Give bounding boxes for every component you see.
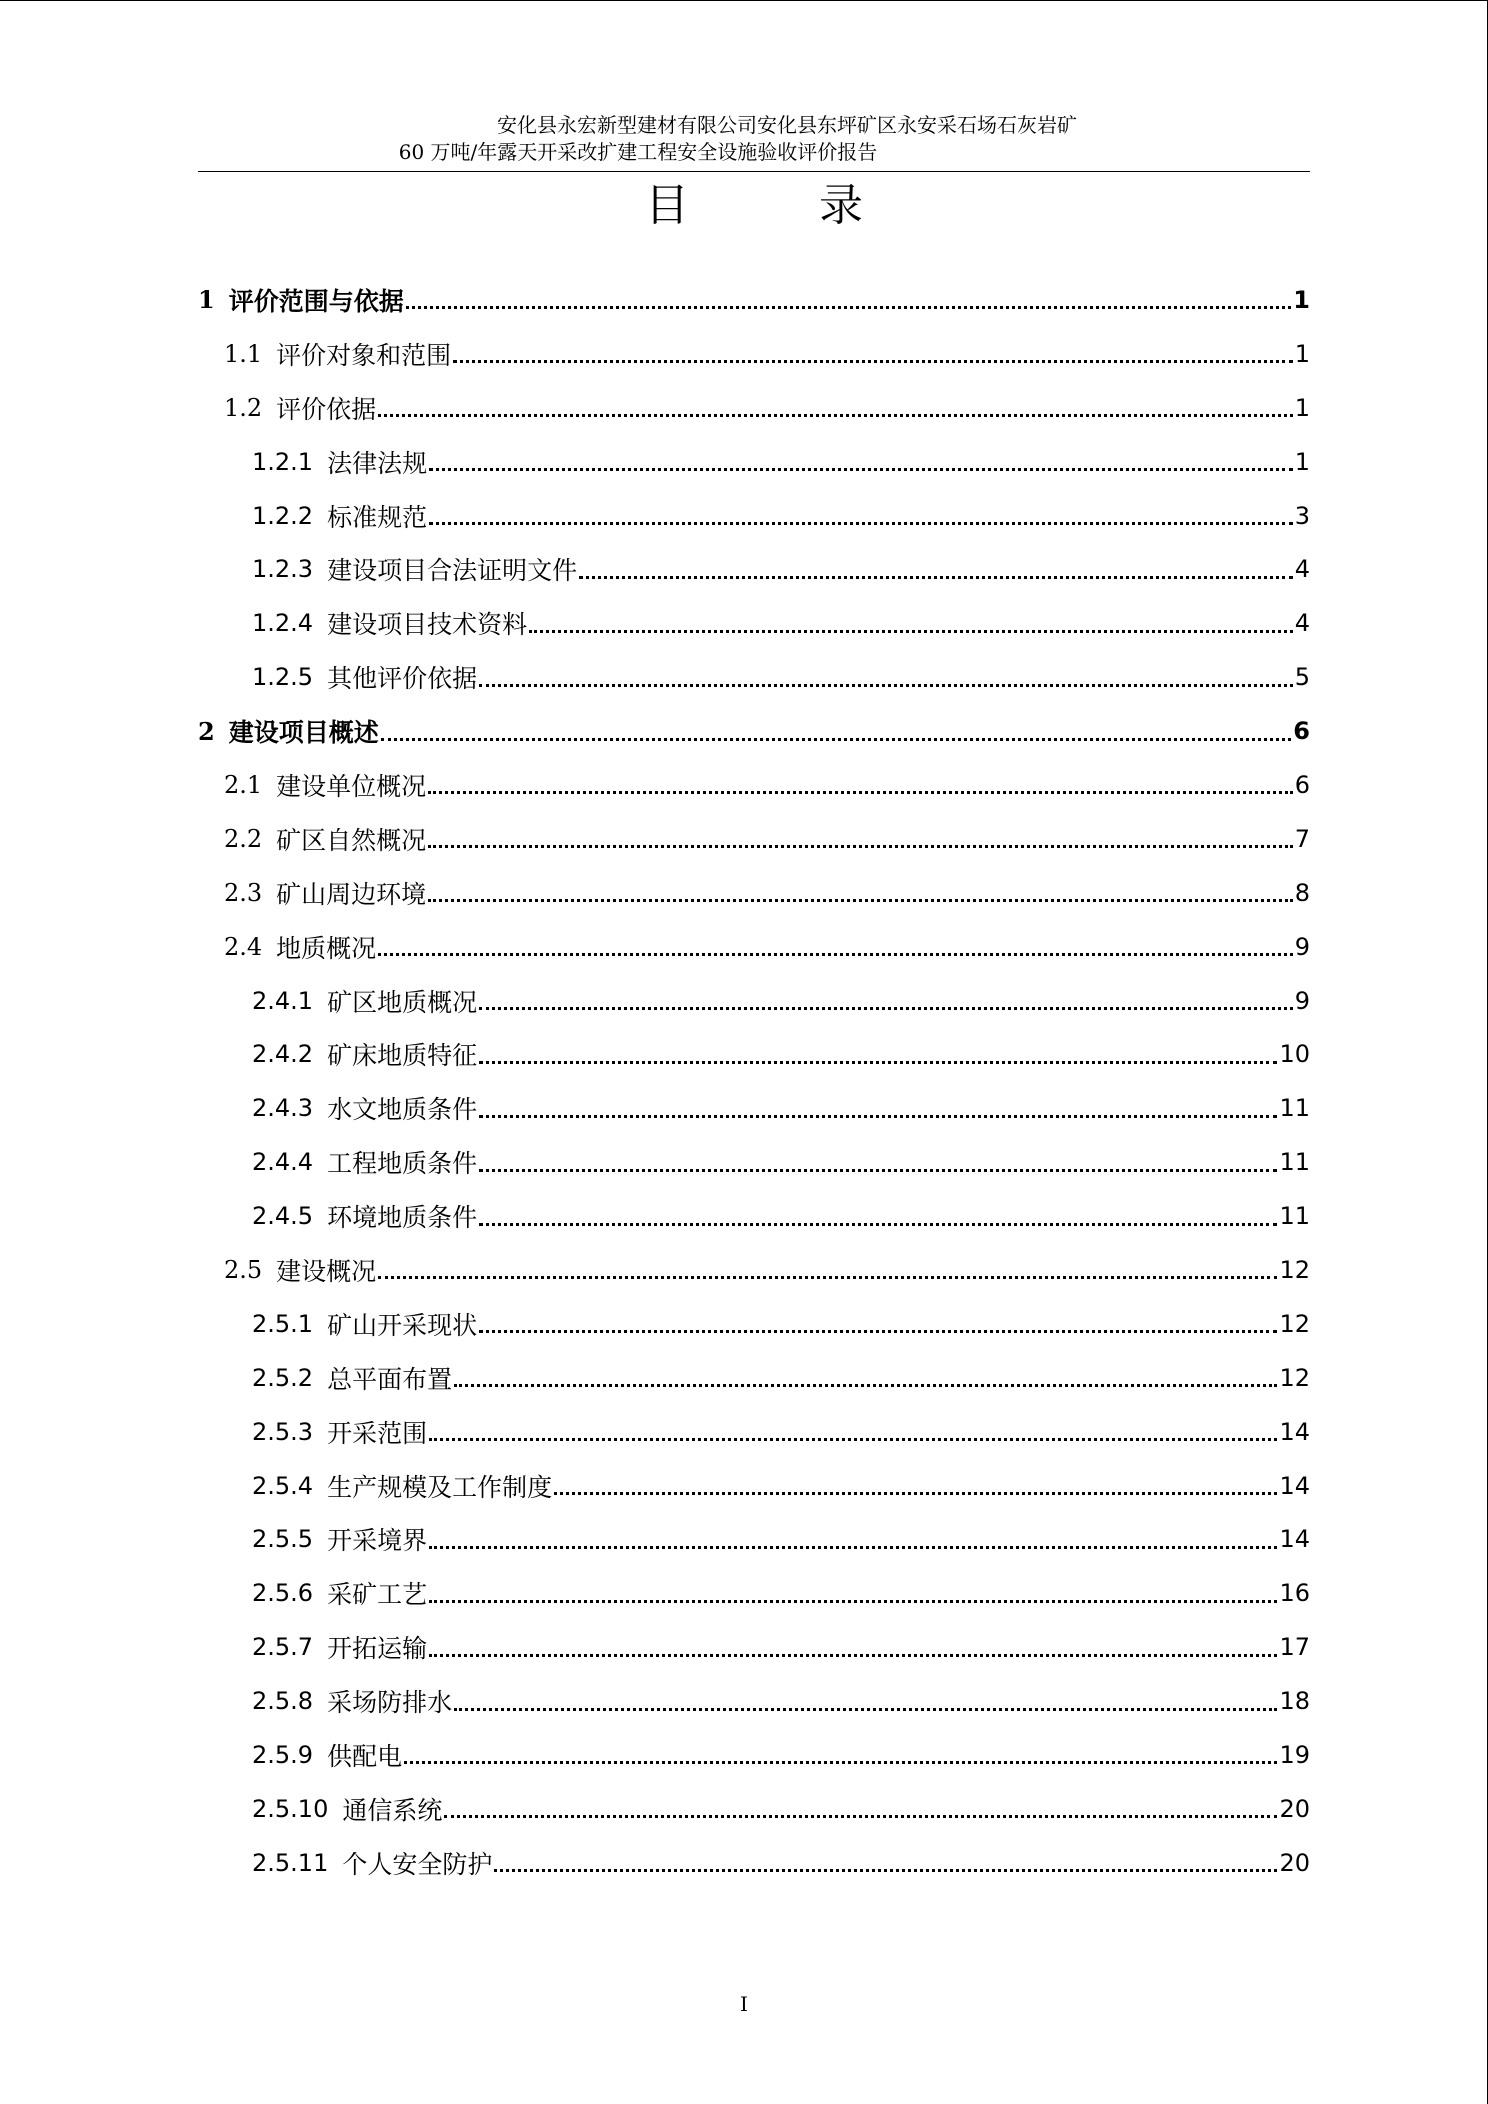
toc-entry-number: 1.2.3 — [252, 555, 314, 584]
toc-entry-page: 12 — [1279, 1363, 1310, 1392]
toc-entry-page: 10 — [1279, 1040, 1310, 1069]
toc-entry-title: 建设项目技术资料 — [327, 610, 528, 640]
toc-entry-page: 14 — [1279, 1417, 1310, 1446]
toc-entry-number: 2.3 — [224, 878, 263, 907]
toc-entry-number: 2.4.2 — [252, 1040, 314, 1069]
toc-entry-number: 1.2.2 — [252, 501, 314, 530]
toc-entry-title: 建设单位概况 — [276, 771, 427, 801]
toc-entry-title: 矿区地质概况 — [327, 987, 478, 1017]
toc-entry-title: 标准规范 — [327, 502, 428, 532]
toc-entry-title: 评价范围与依据 — [228, 286, 404, 316]
toc-dot-leader — [428, 899, 1293, 902]
toc-dot-leader — [429, 522, 1293, 525]
toc-dot-leader — [479, 1223, 1277, 1226]
toc-entry[interactable] — [198, 489, 1310, 543]
toc-entry[interactable] — [198, 435, 1310, 489]
toc-entry-page: 11 — [1279, 1094, 1310, 1123]
toc-dot-leader — [454, 1708, 1277, 1711]
toc-entry-title: 评价对象和范围 — [276, 340, 452, 370]
toc-entry-number: 2.5.7 — [252, 1633, 314, 1662]
toc-entry-page: 19 — [1279, 1740, 1310, 1769]
toc-entry-title: 建设项目合法证明文件 — [327, 556, 578, 586]
table-of-contents — [198, 273, 1310, 1890]
toc-entry-page: 20 — [1279, 1794, 1310, 1823]
toc-dot-leader — [428, 845, 1293, 848]
toc-entry-page: 12 — [1279, 1255, 1310, 1284]
header-rule — [198, 171, 1310, 172]
toc-entry-number: 2.2 — [224, 824, 263, 853]
toc-entry-page: 1 — [1294, 393, 1310, 422]
toc-dot-leader — [479, 1115, 1277, 1118]
toc-entry-title: 供配电 — [327, 1741, 403, 1771]
running-header — [198, 112, 1310, 166]
toc-entry-title: 采矿工艺 — [327, 1580, 428, 1610]
toc-entry-page: 8 — [1294, 878, 1310, 907]
toc-entry[interactable] — [198, 1243, 1310, 1297]
toc-entry[interactable] — [198, 1135, 1310, 1189]
toc-entry-title: 工程地质条件 — [327, 1149, 478, 1179]
toc-dot-leader — [429, 1600, 1277, 1603]
toc-entry-page: 12 — [1279, 1309, 1310, 1338]
toc-dot-leader — [453, 360, 1293, 363]
toc-entry-page: 7 — [1294, 824, 1310, 853]
page-top-border — [0, 0, 1488, 1]
toc-entry-page: 3 — [1294, 501, 1310, 530]
toc-entry-page: 6 — [1294, 770, 1310, 799]
toc-entry[interactable] — [198, 812, 1310, 866]
toc-dot-leader — [479, 1061, 1277, 1064]
toc-entry-number: 2.4 — [224, 932, 263, 961]
toc-entry-number: 1.1 — [224, 339, 263, 368]
toc-entry-page: 6 — [1293, 717, 1310, 746]
toc-entry-title: 总平面布置 — [327, 1364, 453, 1394]
toc-entry[interactable] — [198, 1620, 1310, 1674]
toc-entry-page: 1 — [1294, 447, 1310, 476]
toc-entry-title: 环境地质条件 — [327, 1203, 478, 1233]
toc-entry-number: 1 — [198, 285, 215, 315]
toc-entry-title: 水文地质条件 — [327, 1095, 478, 1125]
toc-entry[interactable] — [198, 1297, 1310, 1351]
toc-dot-leader — [378, 953, 1293, 956]
toc-entry-title: 矿山周边环境 — [276, 879, 427, 909]
toc-entry-title: 建设项目概述 — [228, 718, 379, 748]
toc-entry-page: 9 — [1294, 932, 1310, 961]
toc-title: 目 录 — [645, 180, 921, 231]
toc-entry-title: 建设概况 — [276, 1256, 377, 1286]
toc-entry-title: 开拓运输 — [327, 1634, 428, 1664]
toc-entry[interactable] — [198, 920, 1310, 974]
toc-entry[interactable] — [198, 381, 1310, 435]
toc-entry-number: 2.4.1 — [252, 986, 314, 1015]
toc-entry-number: 1.2.1 — [252, 447, 314, 476]
toc-entry-number: 1.2.5 — [252, 663, 314, 692]
toc-entry-page: 11 — [1279, 1202, 1310, 1231]
toc-entry[interactable] — [198, 1836, 1310, 1890]
toc-entry-number: 2.5 — [224, 1255, 263, 1284]
toc-entry-title: 通信系统 — [342, 1795, 443, 1825]
toc-entry-page: 17 — [1279, 1633, 1310, 1662]
toc-entry[interactable] — [198, 1405, 1310, 1459]
toc-entry[interactable] — [198, 273, 1310, 327]
toc-entry[interactable] — [198, 1081, 1310, 1135]
toc-entry-number: 2.4.5 — [252, 1202, 314, 1231]
toc-entry[interactable] — [198, 1512, 1310, 1566]
toc-entry-title: 个人安全防护 — [342, 1849, 493, 1879]
toc-dot-leader — [404, 1761, 1277, 1764]
toc-dot-leader — [406, 306, 1292, 309]
toc-dot-leader — [444, 1815, 1277, 1818]
toc-entry-title: 生产规模及工作制度 — [327, 1472, 553, 1502]
toc-entry-page: 1 — [1294, 339, 1310, 368]
toc-entry-number: 2.5.8 — [252, 1687, 314, 1716]
toc-entry-page: 5 — [1294, 663, 1310, 692]
toc-entry[interactable] — [198, 327, 1310, 381]
toc-entry-page: 11 — [1279, 1148, 1310, 1177]
toc-dot-leader — [381, 738, 1292, 741]
toc-entry-title: 地质概况 — [276, 933, 377, 963]
toc-entry-number: 2.5.4 — [252, 1471, 314, 1500]
toc-entry-number: 2.4.4 — [252, 1148, 314, 1177]
toc-entry-page: 9 — [1294, 986, 1310, 1015]
toc-entry[interactable] — [198, 1566, 1310, 1620]
toc-entry[interactable] — [198, 596, 1310, 650]
toc-entry-title: 矿床地质特征 — [327, 1041, 478, 1071]
toc-dot-leader — [378, 1276, 1277, 1279]
toc-entry[interactable] — [198, 542, 1310, 596]
toc-entry-number: 2.5.1 — [252, 1309, 314, 1338]
toc-entry[interactable] — [198, 1459, 1310, 1513]
toc-entry-number: 2.5.9 — [252, 1740, 314, 1769]
toc-entry[interactable] — [198, 650, 1310, 704]
toc-dot-leader — [494, 1869, 1277, 1872]
toc-entry[interactable] — [198, 1782, 1310, 1836]
header-line-2: 60 万吨/年露天开采改扩建工程安全设施验收评价报告 — [398, 140, 878, 164]
toc-entry-page: 18 — [1279, 1687, 1310, 1716]
toc-entry-title: 采场防排水 — [327, 1688, 453, 1718]
toc-dot-leader — [429, 468, 1293, 471]
toc-entry-number: 2.5.11 — [252, 1848, 329, 1877]
toc-entry-page: 14 — [1279, 1525, 1310, 1554]
toc-entry[interactable] — [198, 1027, 1310, 1081]
toc-entry[interactable] — [198, 1674, 1310, 1728]
toc-dot-leader — [479, 1007, 1293, 1010]
toc-dot-leader — [479, 1169, 1277, 1172]
toc-entry-number: 2.4.3 — [252, 1094, 314, 1123]
toc-entry-page: 1 — [1293, 285, 1310, 314]
toc-dot-leader — [529, 630, 1293, 633]
toc-entry-page: 14 — [1279, 1471, 1310, 1500]
toc-entry-title: 矿区自然概况 — [276, 825, 427, 855]
toc-entry[interactable] — [198, 1351, 1310, 1405]
toc-dot-leader — [378, 414, 1293, 417]
toc-entry-title: 矿山开采现状 — [327, 1310, 478, 1340]
toc-entry-page: 16 — [1279, 1579, 1310, 1608]
header-line-1: 安化县永宏新型建材有限公司安化县东坪矿区永安采石场石灰岩矿 — [497, 113, 1077, 137]
toc-entry[interactable] — [198, 704, 1310, 758]
toc-entry-title: 其他评价依据 — [327, 664, 478, 694]
toc-dot-leader — [429, 1546, 1277, 1549]
toc-dot-leader — [479, 684, 1293, 687]
toc-entry-number: 2.5.2 — [252, 1363, 314, 1392]
toc-entry[interactable] — [198, 866, 1310, 920]
toc-entry-number: 2.5.5 — [252, 1525, 314, 1554]
toc-dot-leader — [479, 1330, 1277, 1333]
toc-entry-title: 开采范围 — [327, 1418, 428, 1448]
toc-entry[interactable] — [198, 974, 1310, 1028]
toc-entry-number: 2 — [198, 716, 215, 746]
toc-entry[interactable] — [198, 1189, 1310, 1243]
toc-entry-page: 4 — [1294, 609, 1310, 638]
toc-dot-leader — [429, 1654, 1277, 1657]
toc-entry-number: 2.5.3 — [252, 1417, 314, 1446]
toc-entry[interactable] — [198, 1728, 1310, 1782]
toc-dot-leader — [428, 791, 1293, 794]
toc-entry-number: 2.5.6 — [252, 1579, 314, 1608]
page-number: I — [740, 1992, 748, 2016]
toc-entry-title: 法律法规 — [327, 448, 428, 478]
toc-entry-page: 20 — [1279, 1848, 1310, 1877]
toc-entry-title: 开采境界 — [327, 1526, 428, 1556]
toc-dot-leader — [579, 576, 1293, 579]
toc-entry-number: 1.2.4 — [252, 609, 314, 638]
toc-dot-leader — [429, 1438, 1277, 1441]
toc-entry-number: 2.1 — [224, 770, 263, 799]
toc-entry-title: 评价依据 — [276, 394, 377, 424]
toc-entry-page: 4 — [1294, 555, 1310, 584]
toc-dot-leader — [554, 1492, 1277, 1495]
toc-entry[interactable] — [198, 758, 1310, 812]
toc-entry-number: 1.2 — [224, 393, 263, 422]
toc-entry-number: 2.5.10 — [252, 1794, 329, 1823]
toc-dot-leader — [454, 1384, 1277, 1387]
